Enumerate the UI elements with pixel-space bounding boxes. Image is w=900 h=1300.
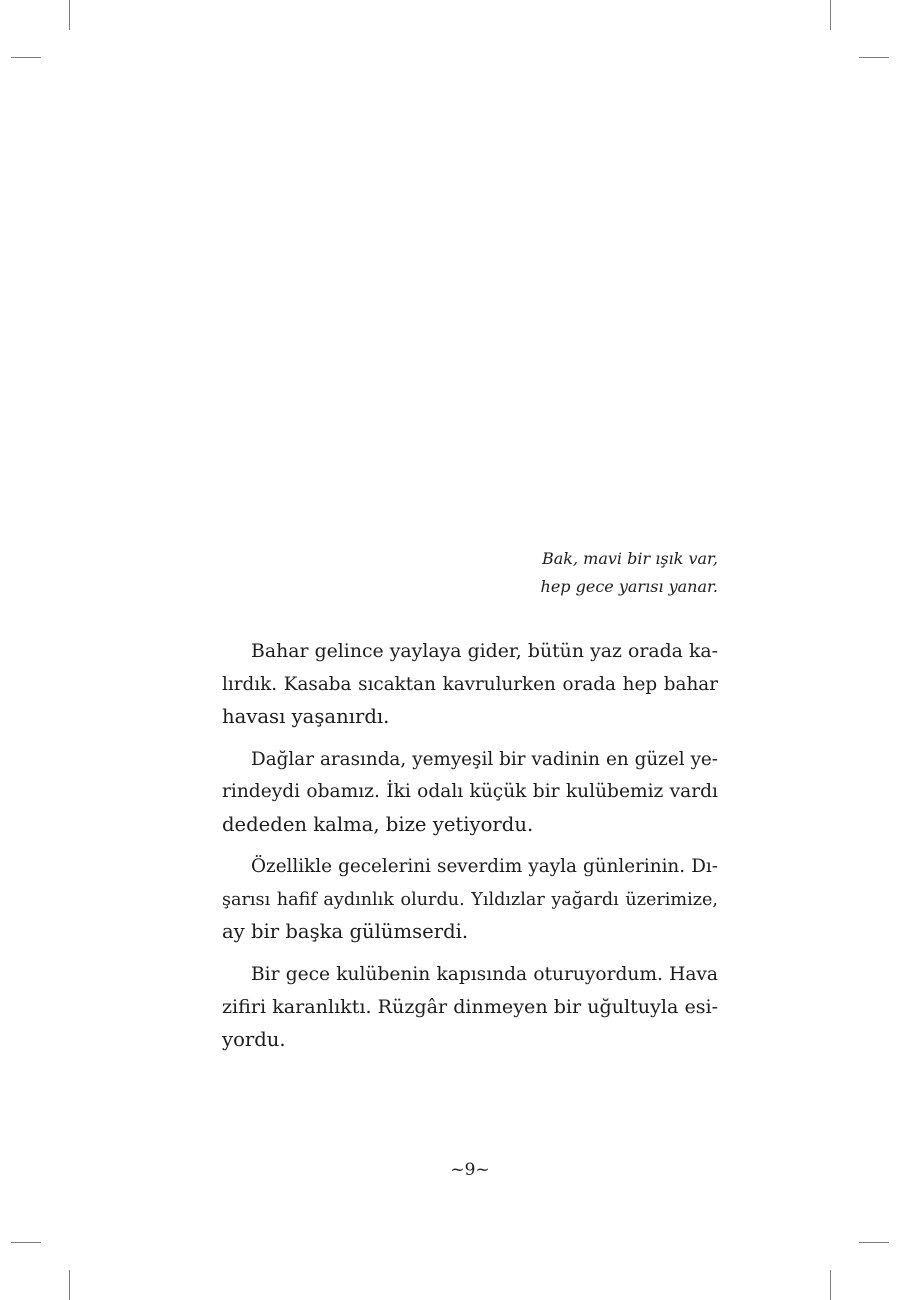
text-line: zifiri karanlıktı. Rüzgâr dinmeyen bir uğultuyla esi-: [222, 995, 719, 1018]
crop-mark-bottom-right-vertical: [830, 1270, 831, 1300]
paragraph: [222, 744, 718, 842]
crop-mark-bottom-right-horizontal: [859, 1242, 889, 1243]
text-line: rindeydi obamız. İki odalı küçük bir kulübemiz vardı: [222, 781, 718, 802]
epigraph: [222, 545, 718, 601]
text-line: Özellikle gecelerini severdim yayla günlerinin. Dı-: [251, 856, 718, 877]
text-line: ay bir başka gülümserdi.: [222, 920, 469, 943]
text-line: havası yaşanırdı.: [222, 705, 390, 728]
crop-mark-top-left-vertical: [69, 0, 70, 30]
paragraph: [222, 636, 718, 734]
paragraph: [222, 851, 718, 949]
text-line: şarısı hafif aydınlık olurdu. Yıldızlar yağardı üzerimize,: [222, 889, 718, 910]
paragraph: [222, 959, 718, 1057]
text-line: yordu.: [222, 1027, 286, 1051]
text-line: Bir gece kulübenin kapısında oturuyordum. Hava: [251, 963, 718, 985]
body-text: [222, 636, 718, 1066]
epigraph-line: hep gece yarısı yanar.: [540, 577, 718, 596]
epigraph-line: Bak, mavi bir ışık var,: [542, 549, 718, 568]
text-line: dededen kalma, bize yetiyordu.: [222, 812, 534, 836]
text-line: lırdık. Kasaba sıcaktan kavrulurken orada hep bahar: [222, 673, 718, 695]
crop-mark-top-right-vertical: [830, 0, 831, 30]
crop-mark-top-left-horizontal: [11, 57, 41, 58]
text-line: Bahar gelince yaylaya gider, bütün yaz orada ka-: [251, 641, 718, 662]
crop-mark-bottom-left-vertical: [69, 1270, 70, 1300]
crop-mark-bottom-left-horizontal: [11, 1242, 41, 1243]
crop-mark-top-right-horizontal: [859, 57, 889, 58]
page-number: ~9~: [450, 1160, 490, 1180]
text-line: Dağlar arasında, yemyeşil bir vadinin en güzel ye-: [251, 748, 718, 770]
